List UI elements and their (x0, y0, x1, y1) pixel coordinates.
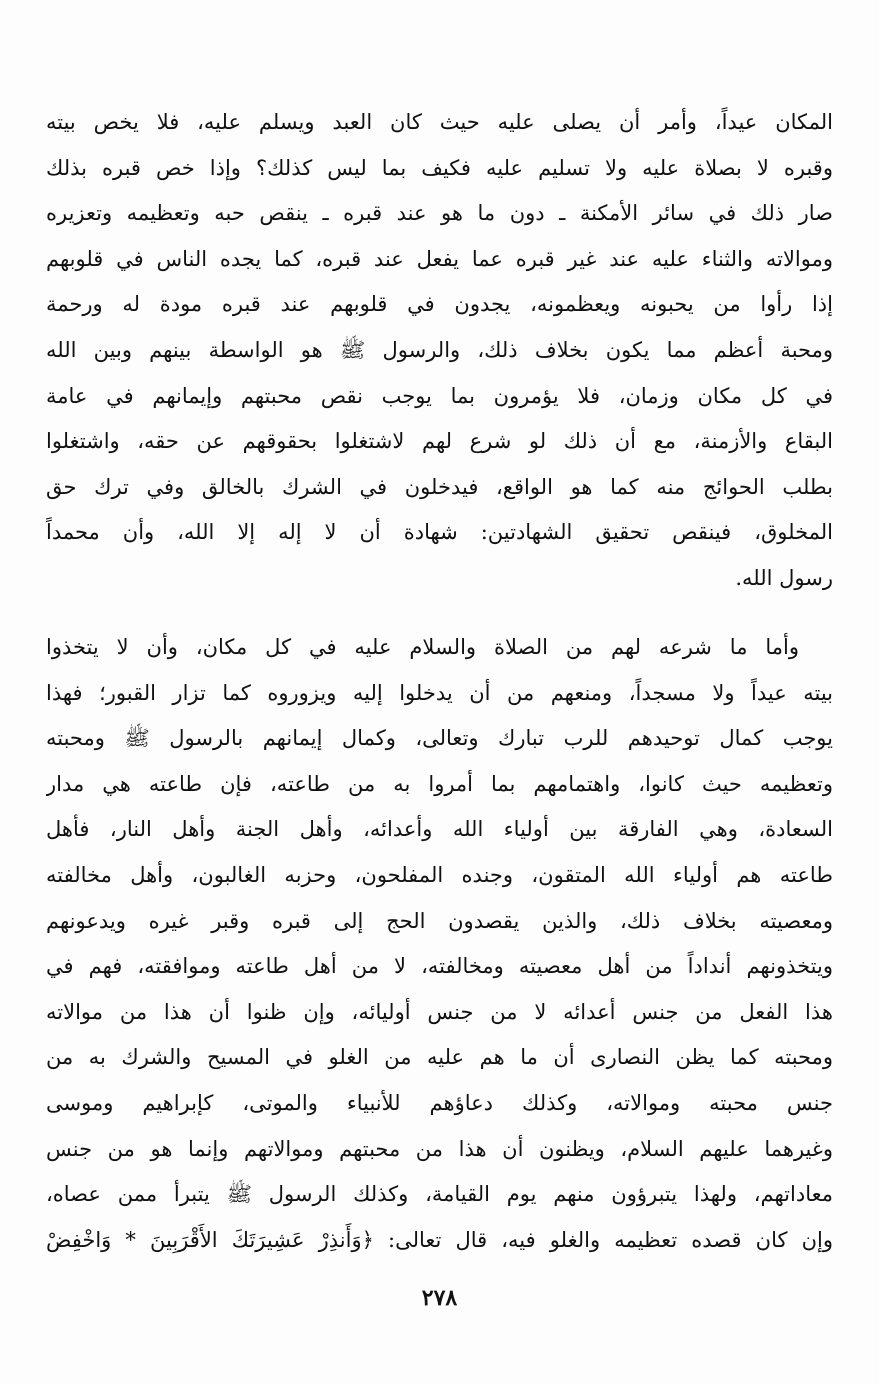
text-line: هذا الفعل من جنس أعدائه لا من جنس أوليائه، وإن ظنوا أن هذا من موالاته (46, 999, 833, 1024)
text-line: وغيرهما عليهم السلام، ويظنون أن هذا من محبتهم وموالاتهم وإنما هو من جنس (46, 1136, 833, 1161)
text-line: ويتخذونهم أنداداً من أهل معصيته ومخالفته، لا من أهل طاعته وموافقته، فهم في (46, 954, 833, 979)
text-line: البقاع والأزمنة، مع أن ذلك لو شرع لهم لاشتغلوا بحقوقهم عن حقه، واشتغلوا (46, 429, 833, 454)
text-line: المكان عيداً، وأمر أن يصلى عليه حيث كان العبد ويسلم عليه، فلا يخص بيته (46, 110, 833, 134)
text-line: في كل مكان وزمان، فلا يؤمرون بما يوجب نقص محبتهم وإيمانهم في عامة (46, 383, 833, 408)
text-line: طاعته هم أولياء الله المتقون، وجنده المفلحون، وحزبه الغالبون، وأهل مخالفته (46, 862, 833, 887)
text-line: وتعظيمه حيث كانوا، واهتمامهم بما أمروا به من طاعته، فإن طاعته هي مدار (46, 771, 833, 796)
text-line: رسول الله. (735, 565, 833, 590)
paragraph-2 (46, 625, 833, 1263)
page-number: ٢٧٨ (421, 1285, 458, 1311)
text-line: يوجب كمال توحيدهم للرب تبارك وتعالى، وكمال إيمانهم بالرسول ﷺ ومحبته (46, 726, 833, 751)
paragraph-1 (46, 100, 833, 602)
text-line: ومحبته كما يظن النصارى أن ما هم عليه من الغلو في المسيح والشرك به من (46, 1045, 833, 1070)
text-line: إذا رأوا من يحبونه ويعظمونه، يجدون في قلوبهم عند قبره مودة له ورحمة (46, 292, 833, 317)
text-line: المخلوق، فينقص تحقيق الشهادتين: شهادة أن لا إله إلا الله، وأن محمداً (46, 520, 833, 545)
text-line: وأما ما شرعه لهم من الصلاة والسلام عليه في كل مكان، وأن لا يتخذوا (46, 635, 799, 659)
text-line: ومعصيته بخلاف ذلك، والذين يقصدون الحج إلى قبره وقبر غيره ويدعونهم (46, 908, 833, 933)
text-line: جنس محبته وموالاته، وكذلك دعاؤهم للأنبياء والموتى، كإبراهيم وموسى (46, 1090, 833, 1115)
text-line: وموالاته والثناء عليه عند غير قبره عما يفعل عند قبره، كما يجده الناس في قلوبهم (46, 246, 833, 271)
text-line: معاداتهم، ولهذا يتبرؤون منهم يوم القيامة، وكذلك الرسول ﷺ يتبرأ ممن عصاه، (46, 1182, 833, 1207)
text-line: صار ذلك في سائر الأمكنة ـ دون ما هو عند قبره ـ ينقص حبه وتعظيمه وتعزيره (46, 201, 833, 226)
text-line: وقبره لا بصلاة عليه ولا تسليم عليه فكيف بما ليس كذلك؟ وإذا خص قبره بذلك (46, 155, 833, 180)
text-line: وإن كان قصده تعظيمه والغلو فيه، قال تعالى: ﴿وَأَنذِرْ عَشِيرَتَكَ الأَقْرَبِينَ * وَاخْفِضْ (46, 1227, 833, 1252)
text-line: بيته عيداً ولا مسجداً، ومنعهم من أن يدخلوا إليه ويزوروه كما تزار القبور؛ فهذا (46, 680, 833, 705)
text-line: السعادة، وهي الفارقة بين أولياء الله وأعدائه، وأهل الجنة وأهل النار، فأهل (46, 817, 833, 842)
text-line: ومحبة أعظم مما يكون بخلاف ذلك، والرسول ﷺ هو الواسطة بينهم وبين الله (46, 337, 833, 362)
text-line: بطلب الحوائج منه كما هو الواقع، فيدخلون في الشرك بالخالق وفي ترك حق (46, 474, 833, 499)
